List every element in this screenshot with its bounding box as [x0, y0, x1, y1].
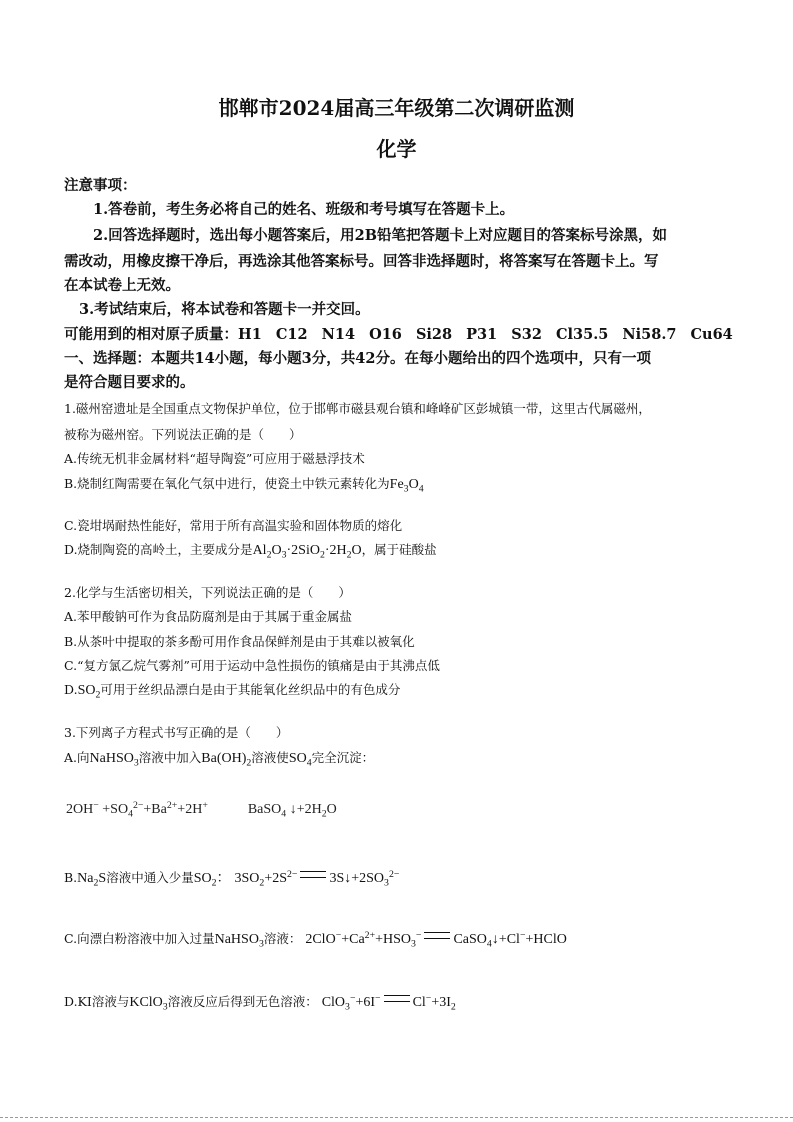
- q1-option-b: B.烧制红陶需要在氧化气氛中进行，使瓷土中铁元素转化为$Fe_3O_4$: [64, 476, 424, 495]
- q1-option-c: C.瓷坩埚耐热性能好，常用于所有高温实验和固体物质的熔化: [64, 518, 403, 533]
- q3-equation-b: $3SO_2+2S^{2-}$ $3S↓+2SO_3^{2-}$: [234, 869, 400, 889]
- q3-stem: 3.下列离子方程式书写正确的是（ ）: [64, 725, 289, 740]
- section-heading-line-2: 是符合题目要求的。: [64, 374, 195, 391]
- q3-equation-d: ClO$_3$−+6I− $Cl^-+3I_2$: [321, 993, 456, 1013]
- q2-option-b: B.从茶叶中提取的茶多酚可用作食品保鲜剂是由于其难以被氧化: [64, 634, 415, 649]
- notes-heading: 注意事项：: [64, 177, 137, 194]
- q1-option-d: D.烧制陶瓷的高岭土，主要成分是$Al_2O_3\cdot 2SiO_2\cdot 2H_2O$，属于硅酸盐: [64, 542, 437, 561]
- q3-option-b: $B.Na_2S$溶液中通入少量$SO_2$： $3SO_2+2S^{2-}$ $3S↓+2SO_3^{2-}$: [64, 869, 400, 889]
- formula-fe3o4: $Fe_3O_4$: [389, 477, 424, 495]
- note-item-1: 1.答卷前，考生务必将自己的姓名、班级和考号填写在答题卡上。: [93, 201, 515, 218]
- q3-option-a: A.向NaHSO$_3$溶液中加入$Ba(OH)_2$溶液使$SO_4$完全沉淀：: [64, 750, 375, 769]
- note-item-2-line-1: 2.回答选择题时，选出每小题答案后，用2B铅笔把答题卡上对应题目的答案标号涂黑，如: [93, 227, 667, 244]
- exam-title: 邯郸市2024届高三年级第二次调研监测: [218, 96, 575, 120]
- q3-equation-a: $2OH^- +SO_4^{2-}+Ba^{2+}+2H^+$ BaSO$_4$ $↓+2H_2O$: [66, 800, 337, 820]
- q2-stem: 2.化学与生活密切相关，下列说法正确的是（ ）: [64, 585, 351, 600]
- q1-option-a: A.传统无机非金属材料“超导陶瓷”可应用于磁悬浮技术: [64, 451, 365, 466]
- note-item-2-line-3: 在本试卷上无效。: [64, 277, 180, 294]
- q2-option-c: C.“复方氯乙烷气雾剂”可用于运动中急性损伤的镇痛是由于其沸点低: [64, 658, 440, 673]
- formula-kaolin: $Al_2O_3\cdot 2SiO_2\cdot 2H_2O$: [252, 543, 362, 561]
- page-bottom-divider: [0, 1117, 793, 1118]
- q2-option-d: $D.SO_2$可用于丝织品漂白是由于其能氧化丝织品中的有色成分: [64, 682, 401, 701]
- q3-option-d: D.KI溶液与KClO$_3$溶液反应后得到无色溶液： ClO$_3$−+6I− $Cl^-+3I_2$: [64, 993, 456, 1013]
- q2-option-a: A.苯甲酸钠可作为食品防腐剂是由于其属于重金属盐: [64, 609, 353, 624]
- subject-title: 化学: [376, 137, 417, 161]
- q3-option-c: C.向漂白粉溶液中加入过量NaHSO$_3$溶液： $2ClO^-+Ca^{2+}+HSO_3^-$ CaSO$_4$↓+Cl−+HClO: [64, 930, 567, 950]
- note-item-3: 3.考试结束后，将本试卷和答题卡一并交回。: [79, 301, 370, 318]
- atomic-masses: 可能用到的相对原子质量：H1 C12 N14 O16 Si28 P31 S32 Cl35.5 Ni58.7 Cu64: [64, 326, 733, 343]
- section-heading-line-1: 一、选择题：本题共14小题，每小题3分，共42分。在每小题给出的四个选项中，只有一项: [64, 350, 651, 367]
- note-item-2-line-2: 需改动，用橡皮擦干净后，再选涂其他答案标号。回答非选择题时，将答案写在答题卡上。写: [64, 253, 659, 270]
- formula-so2: $SO_2$: [77, 683, 101, 701]
- q1-stem-line-2: 被称为磁州窑。下列说法正确的是（ ）: [64, 427, 302, 442]
- q3-equation-c: $2ClO^-+Ca^{2+}+HSO_3^-$ CaSO$_4$↓+Cl−+HClO: [305, 930, 567, 950]
- q1-stem-line-1: 1.磁州窑遗址是全国重点文物保护单位，位于邯郸市磁县观台镇和峰峰矿区彭城镇一带，这里古代属磁州，: [64, 401, 651, 416]
